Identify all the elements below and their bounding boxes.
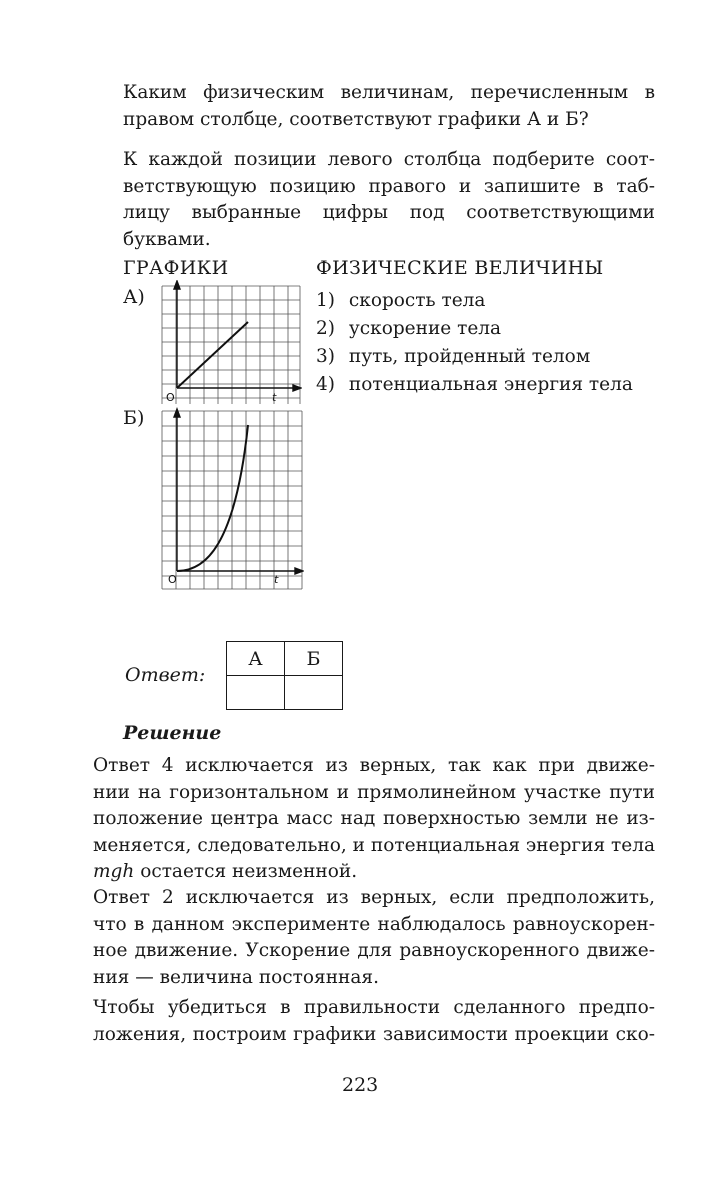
solution-paragraph-1 <box>93 753 655 886</box>
solution-paragraph-2 <box>93 885 655 991</box>
quantity-text: путь, пройденный телом <box>348 346 591 367</box>
graph-a-axes <box>174 281 301 391</box>
solution-line: Ответ 4 исключается из верных, так как при движе- <box>93 755 655 776</box>
solution-line: Чтобы убедиться в правильности сделанного предпо- <box>93 997 655 1018</box>
answer-cell-a[interactable] <box>227 676 285 710</box>
graphs-header: ГРАФИКИ <box>123 257 229 279</box>
instruction-line: ветствующую позицию правого и запишите в таб- <box>123 175 655 197</box>
quantity-item <box>316 346 590 367</box>
quantity-text: потенциальная энергия тела <box>348 374 633 395</box>
solution-line: ложения, построим графики зависимости проекции ско- <box>93 1023 655 1045</box>
graph-b-t-label: t <box>274 573 279 586</box>
solution-line: ния — величина постоянная. <box>93 966 379 988</box>
solution-line: нии на горизонтальном и прямолинейном участке пути <box>93 781 655 803</box>
answer-label: Ответ: <box>125 664 206 686</box>
solution-line: меняется, следовательно, и потенциальная энергия тела <box>93 834 655 856</box>
graph-b <box>160 407 304 591</box>
quantity-item <box>316 374 633 395</box>
solution-paragraph-3 <box>93 995 655 1048</box>
graph-b-label: Б) <box>123 407 145 429</box>
graph-b-curve <box>177 425 248 571</box>
question-line: Каким физическим величинам, перечисленным в <box>123 82 655 103</box>
quantity-item <box>316 318 501 339</box>
solution-line: ное движение. Ускорение для равноускоренного движе- <box>93 940 655 961</box>
graph-a-label: А) <box>123 286 145 308</box>
question-text <box>123 80 655 133</box>
quantity-num: 1) <box>316 290 335 311</box>
quantities-header: ФИЗИЧЕСКИЕ ВЕЛИЧИНЫ <box>316 257 604 279</box>
answer-table <box>226 641 343 710</box>
solution-line-tail: остается неизменной. <box>134 861 358 882</box>
quantity-text: ускорение тела <box>348 318 502 339</box>
instruction-line: К каждой позиции левого столбца подберите соот- <box>123 149 655 170</box>
instruction-line: лицу выбранные цифры под соответствующими <box>123 202 655 223</box>
solution-line: Ответ 2 исключается из верных, если предположить, <box>93 887 655 908</box>
formula-mgh: mgh <box>93 861 135 882</box>
quantity-num: 2) <box>316 318 335 339</box>
answer-cell-b[interactable] <box>285 676 343 710</box>
solution-line <box>93 859 655 886</box>
instruction-line: буквами. <box>123 228 211 250</box>
graph-b-grid <box>162 411 302 589</box>
graph-a-line <box>177 322 248 388</box>
graph-b-axes <box>174 409 303 574</box>
page-number: 223 <box>342 1074 379 1096</box>
quantity-num: 3) <box>316 346 335 367</box>
solution-line: что в данном эксперименте наблюдалось равноускорен- <box>93 913 655 935</box>
quantity-num: 4) <box>316 374 335 395</box>
graph-a <box>160 280 302 406</box>
graph-a-grid <box>162 286 300 404</box>
instruction-text <box>123 147 655 253</box>
graph-b-origin: O <box>168 573 177 586</box>
question-line: правом столбце, соответствуют графики А и Б? <box>123 108 589 130</box>
solution-line: положение центра масс над поверхностью земли не из- <box>93 808 655 829</box>
answer-header-a: А <box>227 642 285 676</box>
quantity-text: скорость тела <box>348 290 486 311</box>
graph-a-origin: O <box>166 391 175 404</box>
graph-a-t-label: t <box>272 391 277 404</box>
solution-heading: Решение <box>123 722 222 744</box>
quantity-item <box>316 290 485 311</box>
answer-header-b: Б <box>285 642 343 676</box>
